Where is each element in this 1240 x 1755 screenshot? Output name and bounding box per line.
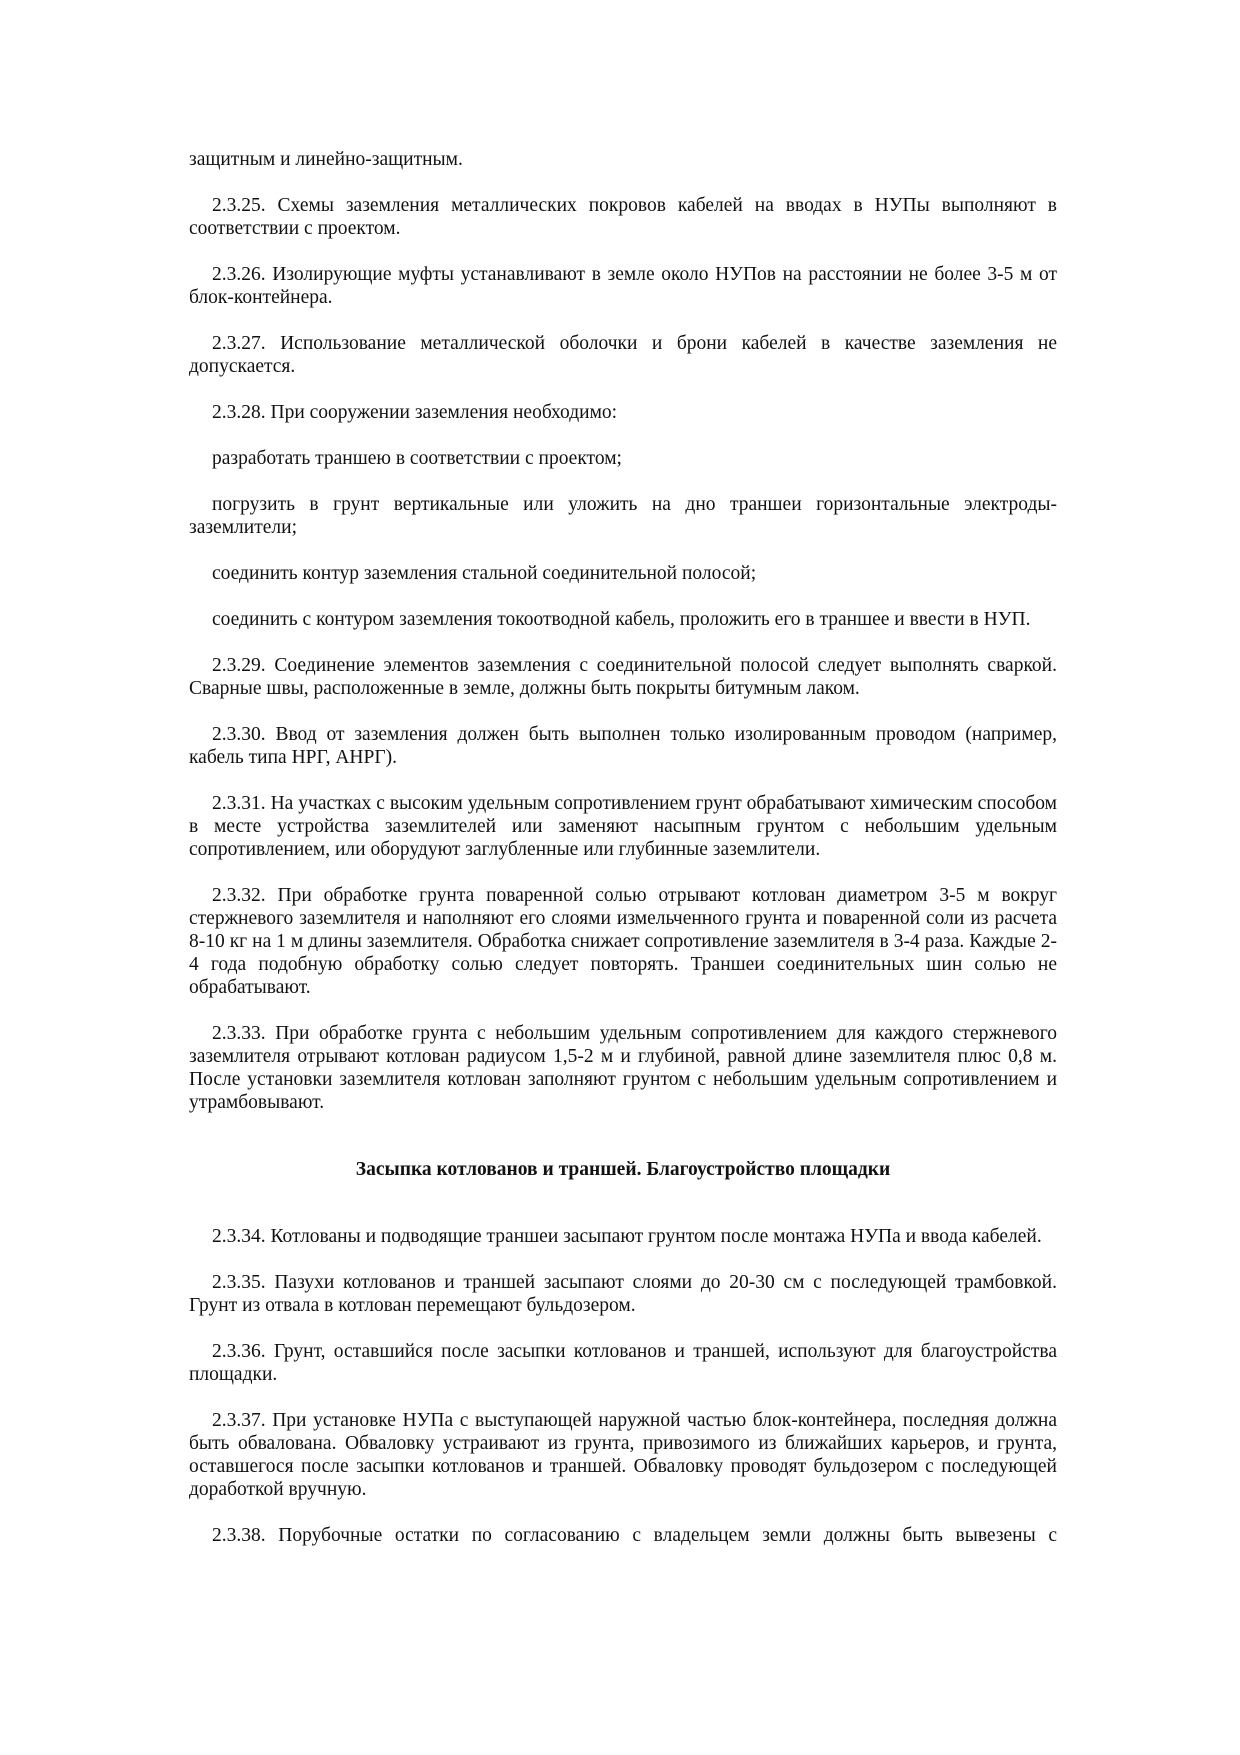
paragraph-2-3-36: 2.3.36. Грунт, оставшийся после засыпки котлованов и траншей, используют для благоустройства площадки. [189, 1341, 1057, 1385]
paragraph-2-3-33: 2.3.33. При обработке грунта с небольшим удельным сопротивлением для каждого стержневого заземлителя отрывают котлован радиусом 1,5-2 м и глубиной, равной длине заземлителя плюс 0,8 м. После установки заземлителя котлован заполняют грунтом с небольшим удельным сопротивлением и утрамбовывают. [189, 1023, 1057, 1113]
list-item-dig-trench: разработать траншею в соответствии с проектом; [212, 448, 622, 469]
paragraph-2-3-26: 2.3.26. Изолирующие муфты устанавливают в земле около НУПов на расстоянии не более 3-5 м от блок-контейнера. [189, 264, 1057, 308]
paragraph-2-3-27: 2.3.27. Использование металлической оболочки и брони кабелей в качестве заземления не допускается. [189, 333, 1057, 377]
section-heading: Засыпка котлованов и траншей. Благоустройство площадки [355, 1159, 891, 1180]
paragraph-2-3-37: 2.3.37. При установке НУПа с выступающей наружной частью блок-контейнера, последняя должна быть обвалована. Обваловку устраивают из грунта, привозимого из ближайших карьеров, и грунта, оставшегося после засыпки котлованов и траншей. Обваловку проводят бульдозером с последующей доработкой вручную. [189, 1410, 1057, 1500]
document-body [189, 148, 1057, 1547]
paragraph-2-3-29: 2.3.29. Соединение элементов заземления с соединительной полосой следует выполнять сваркой. Сварные швы, расположенные в земле, должны быть покрыты битумным лаком. [189, 655, 1057, 699]
list-item-connect-cable: соединить с контуром заземления токоотводной кабель, проложить его в траншее и ввести в НУП. [212, 609, 1031, 630]
paragraph-2-3-25: 2.3.25. Схемы заземления металлических покровов кабелей на вводах в НУПы выполняют в соответствии с проектом. [189, 195, 1057, 239]
paragraph-2-3-28: 2.3.28. При сооружении заземления необходимо: [212, 402, 618, 423]
paragraph-2-3-31: 2.3.31. На участках с высоким удельным сопротивлением грунт обрабатывают химическим способом в месте устройства заземлителей или заменяют насыпным грунтом с небольшим удельным сопротивлением, или оборудуют заглубленные или глубинные заземлители. [189, 793, 1057, 860]
paragraph-2-3-30: 2.3.30. Ввод от заземления должен быть выполнен только изолированным проводом (например, кабель типа НРГ, АНРГ). [189, 724, 1057, 768]
list-item-connect-loop: соединить контур заземления стальной соединительной полосой; [212, 563, 757, 584]
paragraph-continuation: защитным и линейно-защитным. [189, 149, 463, 170]
paragraph-2-3-32: 2.3.32. При обработке грунта поваренной солью отрывают котлован диаметром 3-5 м вокруг стержневого заземлителя и наполняют его слоями измельченного грунта и поваренной соли из расчета 8-10 кг на 1 м длины заземлителя. Обработка снижает сопротивление заземлителя в 3-4 раза. Каждые 2-4 года подобную обработку солью следует повторять. Траншеи соединительных шин солью не обрабатывают. [189, 885, 1057, 998]
paragraph-2-3-35: 2.3.35. Пазухи котлованов и траншей засыпают слоями до 20-30 см с последующей трамбовкой. Грунт из отвала в котлован перемещают бульдозером. [189, 1272, 1057, 1316]
paragraph-2-3-38: 2.3.38. Порубочные остатки по согласованию с владельцем земли должны быть вывезены с [212, 1525, 1057, 1546]
list-item-install-electrodes: погрузить в грунт вертикальные или уложить на дно траншеи горизонтальные электроды-заземлители; [189, 494, 1057, 538]
paragraph-2-3-34: 2.3.34. Котлованы и подводящие траншеи засыпают грунтом после монтажа НУПа и ввода кабелей. [212, 1226, 1042, 1247]
